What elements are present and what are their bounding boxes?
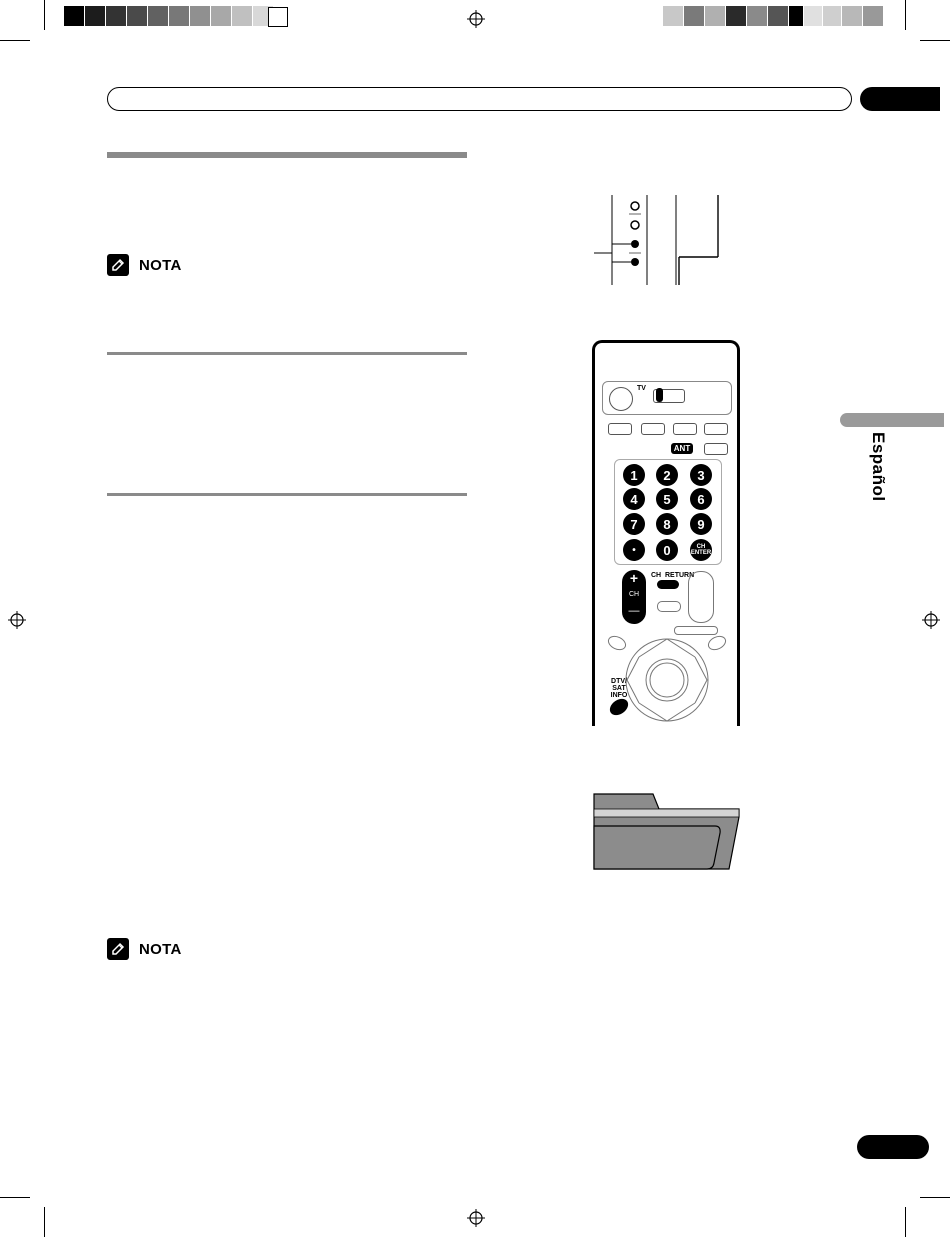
tv-panel-buttons-illustration [594,195,724,287]
side-tab-bar [840,413,944,427]
small-button [657,601,681,612]
pencil-icon [107,938,129,960]
number-key: 4 [623,488,645,510]
ch-minus-label: — [628,605,640,617]
input-button [673,423,697,435]
pencil-icon [107,254,129,276]
number-key: 0 [656,539,678,561]
side-tab-label: Español [869,432,888,502]
ant-button: ANT [671,443,693,454]
ch-enter-key: CH ENTER [690,539,712,561]
ch-plus-label: + [629,570,639,586]
number-key: 3 [690,464,712,486]
ch-return-button [657,580,679,589]
volume-rocker [688,571,714,623]
registration-mark-top [467,10,485,28]
dtv-sat-info-label: DTV/ SAT INFO [610,678,628,699]
power-button [609,387,633,411]
number-key: 5 [656,488,678,510]
osd-menu-illustration [593,793,741,873]
registration-mark-left [8,611,26,629]
input-button [704,423,728,435]
number-key: 7 [623,513,645,535]
page-number-badge [857,1135,929,1159]
number-key: 8 [656,513,678,535]
section-rule-2 [107,352,467,355]
remote-control-illustration [592,340,740,726]
note-label: NOTA [139,256,182,274]
chapter-tab [860,87,940,111]
note-heading [107,254,182,276]
mode-label: TV [637,385,646,392]
number-key: • [623,539,645,561]
input-button [608,423,632,435]
ch-return-label: CH RETURN [651,572,695,579]
section-rule-3 [107,493,467,496]
note-label: NOTA [139,940,182,958]
registration-mark-right [922,611,940,629]
number-key: 2 [656,464,678,486]
input-button [704,443,728,455]
registration-mark-bottom [467,1209,485,1227]
header-title-bar [107,87,852,111]
section-rule-1 [107,152,467,158]
mode-switch-knob [656,388,663,402]
number-key: 1 [623,464,645,486]
ch-rocker-label: CH [628,591,640,598]
number-key: 6 [690,488,712,510]
note-heading [107,938,182,960]
input-button [641,423,665,435]
number-key: 9 [690,513,712,535]
